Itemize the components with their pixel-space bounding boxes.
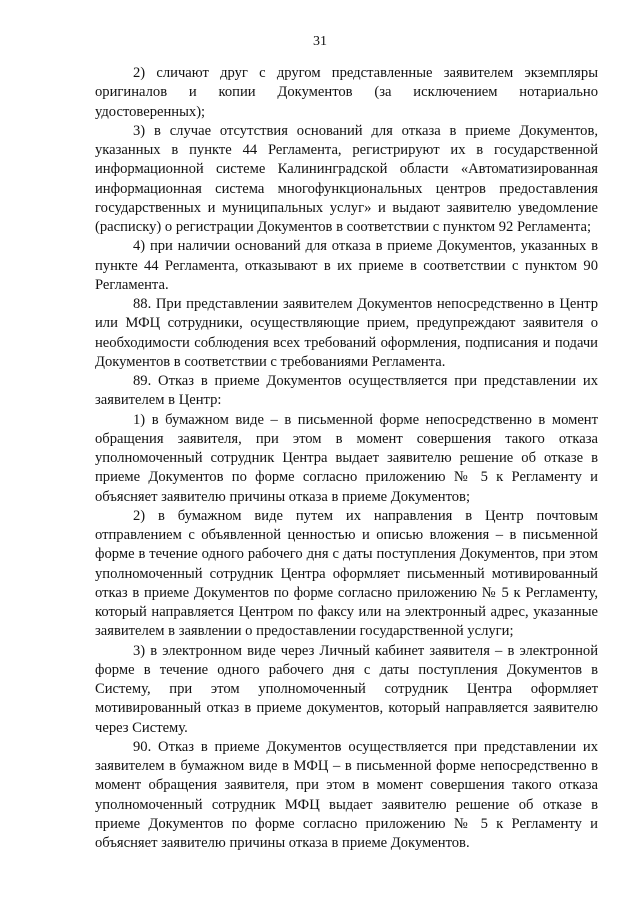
- paragraph-clause-90: 90. Отказ в приеме Документов осуществляется при представлении их заявителем в бумажном виде в МФЦ – в письменной форме непосредственно в момент обращения заявителя, при этом в момент совершения такого отказа уполномоченный сотрудник МФЦ выдает заявителю решение об отказе в приеме Документов по форме согласно приложению № 5 к Регламенту и объясняет заявителю причины отказа в приеме Документов.: [95, 738, 598, 851]
- paragraph-89-item-3: 3) в электронном виде через Личный кабинет заявителя – в электронной форме в течение одного рабочего дня с даты поступления Документов в Систему, при этом уполномоченный сотрудник Центра оформляет мотивированный отказ в приеме документов, который направляется заявителю через Систему.: [95, 642, 598, 736]
- paragraph-clause-88: 88. При представлении заявителем Документов непосредственно в Центр или МФЦ сотрудники, осуществляющие прием, предупреждают заявителя о необходимости соблюдения всех требований оформления, подписания и подачи Документов в соответствии с требованиями Регламента.: [95, 296, 598, 370]
- page-number: 31: [313, 34, 327, 49]
- document-body: [95, 64, 598, 853]
- paragraph-item-3-register: 3) в случае отсутствия оснований для отказа в приеме Документов, указанных в пункте 44 Регламента, регистрируют их в государственной информационной системе Калининградской области «Автоматизированная информационная система многофункциональных центров предоставления государственных и муниципальных услуг» и выдают заявителю уведомление (расписку) о регистрации Документов в соответствии с пунктом 92 Регламента;: [95, 122, 598, 235]
- paragraph-item-2-compare: 2) сличают друг с другом представленные заявителем экземпляры оригиналов и копии Документов (за исключением нотариально удостоверенных);: [95, 65, 598, 120]
- paragraph-clause-89: 89. Отказ в приеме Документов осуществляется при представлении их заявителем в Центр:: [95, 373, 598, 409]
- paragraph-89-item-2: 2) в бумажном виде путем их направления в Центр почтовым отправлением с объявленной ценностью и описью вложения – в письменной форме в течение одного рабочего дня с даты поступления Документов, при этом уполномоченный сотрудник Центра оформляет письменный мотивированный отказ в приеме Документов по форме согласно приложению № 5 к Регламенту, который направляется Центром по факсу или на электронный адрес, указанные заявителем в заявлении о предоставлении государственной услуги;: [95, 507, 598, 640]
- paragraph-item-4-refuse: 4) при наличии оснований для отказа в приеме Документов, указанных в пункте 44 Регламента, отказывают в их приеме в соответствии с пунктом 90 Регламента.: [95, 238, 598, 293]
- paragraph-89-item-1: 1) в бумажном виде – в письменной форме непосредственно в момент обращения заявителя, при этом в момент совершения такого отказа уполномоченный сотрудник Центра выдает заявителю решение об отказе в приеме Документов по форме согласно приложению № 5 к Регламенту и объясняет заявителю причины отказа в приеме Документов;: [95, 411, 598, 505]
